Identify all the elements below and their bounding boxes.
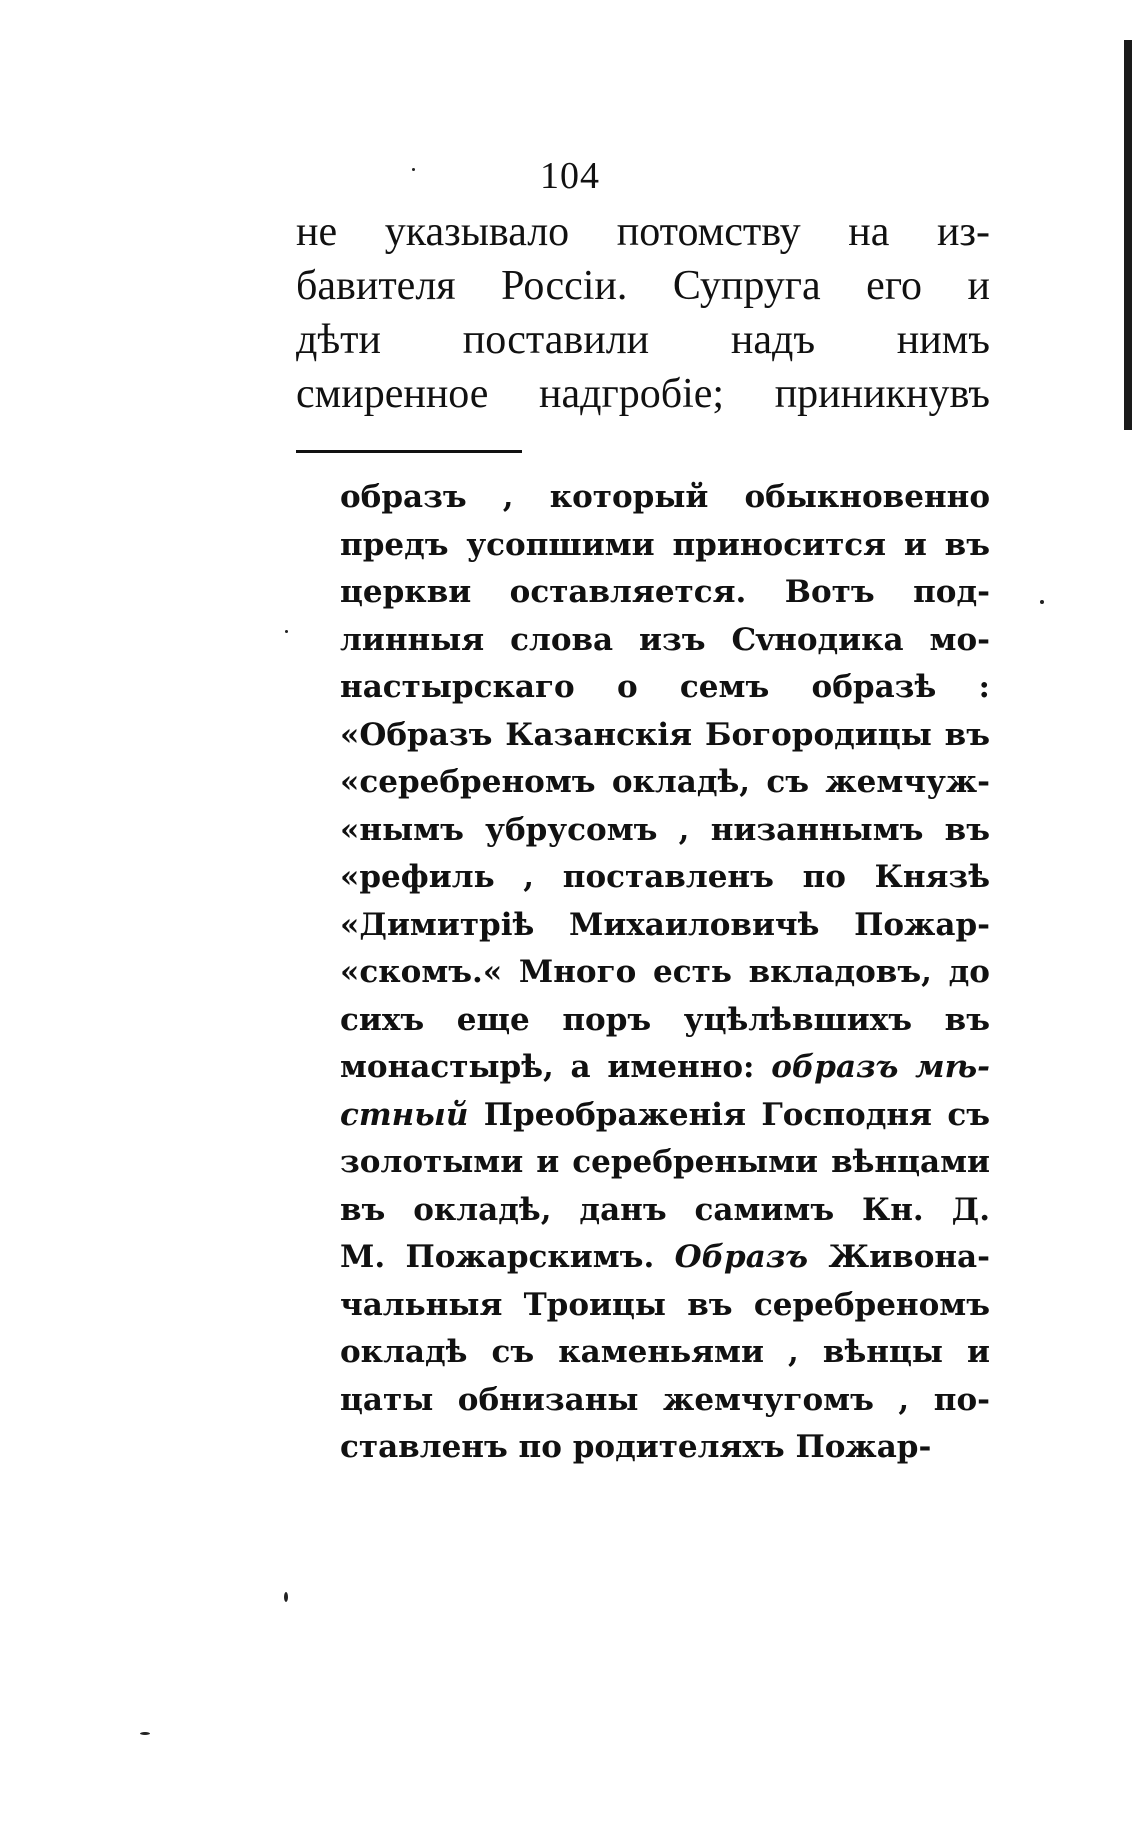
footnote-line: настырскаго о семъ образѣ :: [340, 669, 990, 705]
footnote-line: образъ , который обыкновенно: [340, 479, 990, 515]
ink-speck: [1040, 600, 1044, 604]
footnote-text: М. Пожарскимъ.: [340, 1239, 655, 1275]
footnote-line: «скомъ.« Много есть вкладовъ, до: [340, 954, 990, 990]
footnote-line: предъ усопшими приносится и въ: [340, 526, 990, 563]
footnote-line: «серебреномъ окладѣ, съ жемчуж-: [340, 764, 990, 800]
page-edge-shadow: [1124, 40, 1132, 430]
footnote-line: окладѣ съ каменьями , вѣнцы и: [340, 1334, 990, 1370]
footnote-line: въ окладѣ, данъ самимъ Кн. Д.: [340, 1191, 990, 1228]
footnote-italic-phrase: образъ мѣ-: [771, 1049, 990, 1085]
footnote-line-with-italic: [340, 1092, 990, 1140]
footnote-line: церкви оставляется. Вотъ под-: [340, 574, 990, 610]
footnote-line-with-italic: [340, 1044, 990, 1092]
main-text-line: дѣти поставили надъ нимъ: [296, 317, 990, 363]
footnote-text: Живона-: [828, 1239, 991, 1275]
main-text-line: смиренное надгробіе; приникнувъ: [296, 371, 990, 417]
ink-speck: [412, 168, 415, 171]
footnote-italic-phrase: стный: [340, 1096, 469, 1133]
footnote-line: чальныя Троицы въ серебреномъ: [340, 1286, 990, 1323]
main-text-line: не указывало потомству на из-: [296, 209, 990, 255]
footnote-block: [340, 474, 990, 1472]
footnote-divider: [296, 450, 522, 453]
footnote-line: золотыми и серебреными вѣнцами: [340, 1144, 990, 1180]
footnote-line: «Димитріѣ Михаиловичѣ Пожар-: [340, 906, 990, 943]
footnote-line: сихъ еще поръ уцѣлѣвшихъ въ: [340, 1001, 990, 1038]
footnote-italic-phrase: Образъ: [674, 1239, 809, 1275]
ink-speck: [285, 630, 288, 633]
footnote-line-with-italic: [340, 1234, 990, 1282]
page-number: 104: [540, 155, 600, 197]
main-text-line: бавителя Россіи. Супруга его и: [296, 263, 990, 309]
footnote-line: «нымъ убрусомъ , низаннымъ въ: [340, 811, 990, 848]
ink-speck: [140, 1732, 150, 1735]
footnote-text: Преображенія Господня съ: [483, 1096, 991, 1133]
footnote-line: «рефиль , поставленъ по Князѣ: [340, 859, 990, 895]
ink-speck: [284, 1592, 288, 1602]
footnote-line: ставленъ по родителяхъ Пожар-: [340, 1429, 932, 1465]
footnote-line: «Образъ Казанскія Богородицы въ: [340, 716, 990, 753]
footnote-line: цаты обнизаны жемчугомъ , по-: [340, 1381, 990, 1418]
main-text-block: [296, 205, 990, 421]
footnote-text: монастырѣ, а именно:: [340, 1049, 755, 1085]
footnote-line: линныя слова изъ Сvнодика мо-: [340, 621, 990, 658]
